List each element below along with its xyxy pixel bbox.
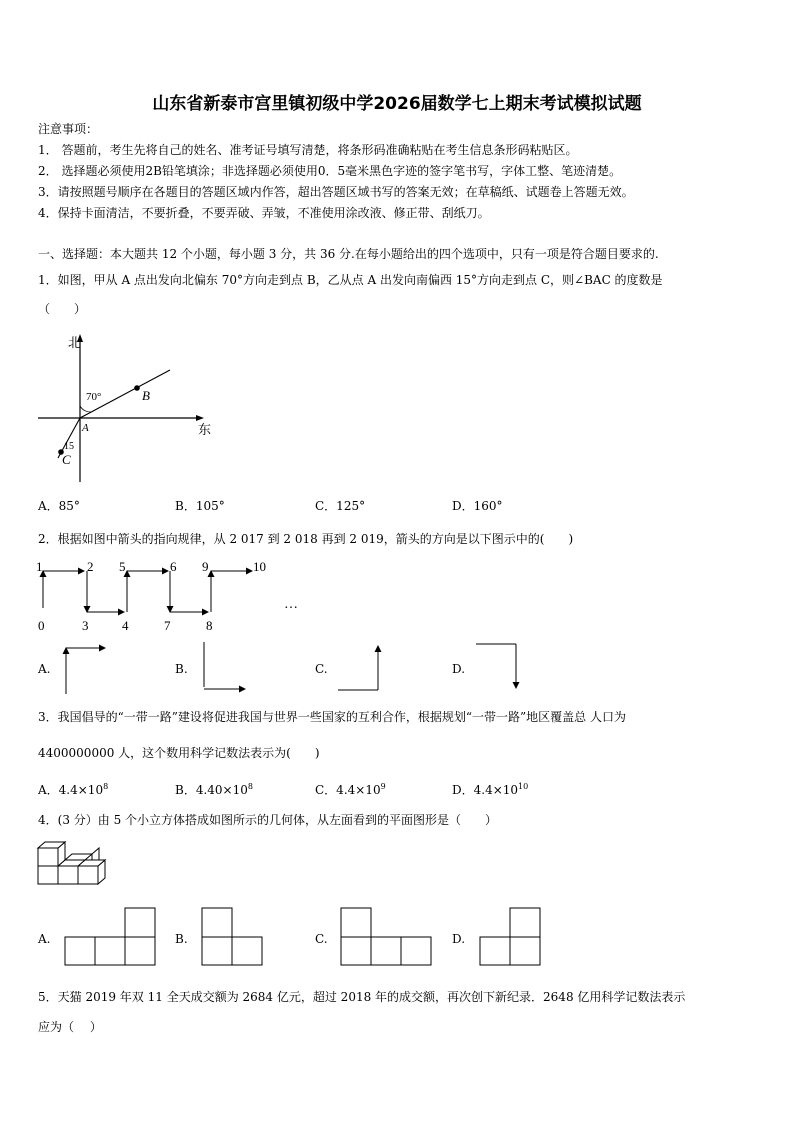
seq-top-2: 2 xyxy=(87,559,94,574)
q3-text-line2: 4400000000 人，这个数用科学记数法表示为( ) xyxy=(38,746,320,760)
q4-option-c: C. xyxy=(315,932,328,946)
notice-item-3: 3．请按照题号顺序在各题目的答题区域内作答，超出答题区域书写的答案无效；在草稿纸、试题卷上答题无效。 xyxy=(38,185,634,199)
seq-top-1: 1 xyxy=(36,559,43,574)
seq-bottom-0: 0 xyxy=(38,618,45,633)
q4-text: 4．(3 分）由 5 个小立方体搭成如图所示的几何体，从左面看到的平面图形是（ ） xyxy=(38,813,498,827)
notice-item-2: 2． 选择题必须使用2B铅笔填涂；非选择题必须使用0．5毫米黑色字迹的签字笔书写，字体工整、笔迹清楚。 xyxy=(38,164,622,178)
q3-option-a: A．$4.4\times 10^8$ xyxy=(38,782,109,797)
q2-option-b: B. xyxy=(175,662,188,676)
exam-title: 山东省新泰市宫里镇初级中学2026届数学七上期末考试模拟试题 xyxy=(152,94,642,114)
seq-bottom-8: 8 xyxy=(206,618,213,633)
q1-compass-figure xyxy=(30,330,220,490)
notice-item-4: 4．保持卡面清洁，不要折叠，不要弄破、弄皱，不准使用涂改液、修正带、刮纸刀。 xyxy=(38,206,490,220)
seq-bottom-3: 3 xyxy=(82,618,89,633)
q2-option-c: C. xyxy=(315,662,328,676)
section-heading: 一、选择题：本大题共 12 个小题，每小题 3 分，共 36 分.在每小题给出的四个选项中，只有一项是符合题目要求的. xyxy=(38,247,659,261)
angle-15-label: 15 xyxy=(64,441,74,452)
q4-option-d: D. xyxy=(452,932,466,946)
q2-option-d-arrow xyxy=(474,640,524,696)
q5-text-line1: 5．天猫 2019 年双 11 全天成交额为 2684 亿元，超过 2018 年的成交额，再次创下新纪录．2648 亿用科学记数法表示 xyxy=(38,990,686,1004)
q2-option-c-arrow xyxy=(336,640,386,696)
point-b-label: B xyxy=(142,388,150,403)
q2-option-b-arrow xyxy=(200,640,250,696)
seq-top-6: 6 xyxy=(170,559,177,574)
q2-option-a-arrow xyxy=(62,640,112,696)
q1-option-d: D．160° xyxy=(452,499,503,513)
north-label: 北 xyxy=(68,335,82,350)
q1-option-a: A．85° xyxy=(38,499,80,513)
q4-option-c-shape xyxy=(340,906,434,966)
q4-option-a-shape xyxy=(64,906,158,966)
q3-option-c: C．$4.4\times 10^9$ xyxy=(315,782,386,797)
q4-option-d-shape xyxy=(479,906,543,966)
seq-top-5: 5 xyxy=(119,559,126,574)
angle-70-label: 70° xyxy=(86,391,102,403)
point-a-label: A xyxy=(82,422,89,434)
seq-top-10: 10 xyxy=(253,559,266,574)
q3-option-d: D．$4.4\times 10^{10}$ xyxy=(452,782,529,797)
q2-option-d: D. xyxy=(452,662,466,676)
q1-option-b: B．105° xyxy=(175,499,225,513)
q4-cubes-figure xyxy=(36,840,108,888)
east-label: 东 xyxy=(198,422,212,437)
q1-text: 1．如图，甲从 A 点出发向北偏东 70°方向走到点 B，乙从点 A 出发向南偏西 15°方向走到点 C，则∠BAC 的度数是 xyxy=(38,273,663,287)
q4-option-a: A. xyxy=(38,932,51,946)
seq-ellipsis: … xyxy=(284,597,298,612)
q1-option-c: C．125° xyxy=(315,499,366,513)
q5-text-line2: 应为（ ） xyxy=(38,1020,102,1034)
q1-paren: （ ） xyxy=(38,302,87,316)
q2-option-a: A. xyxy=(38,662,51,676)
seq-bottom-4: 4 xyxy=(122,618,129,633)
point-c-label: C xyxy=(62,452,71,467)
q2-arrow-pattern-figure xyxy=(30,558,298,638)
seq-bottom-7: 7 xyxy=(164,618,171,633)
q4-option-b-shape xyxy=(201,906,265,966)
seq-top-9: 9 xyxy=(202,559,209,574)
q4-option-b: B. xyxy=(175,932,188,946)
q3-text-line1: 3．我国倡导的“一带一路”建设将促进我国与世界一些国家的互利合作，根据规划“一带一路”地区覆盖总 人口为 xyxy=(38,710,626,724)
q2-text: 2．根据如图中箭头的指向规律，从 2 017 到 2 018 再到 2 019，箭头的方向是以下图示中的( ) xyxy=(38,532,574,546)
notice-heading: 注意事项： xyxy=(38,122,99,136)
q3-option-b: B．$4.40\times 10^8$ xyxy=(175,782,253,797)
notice-item-1: 1． 答题前，考生先将自己的姓名、准考证号填写清楚，将条形码准确粘贴在考生信息条形码粘贴区。 xyxy=(38,143,578,157)
